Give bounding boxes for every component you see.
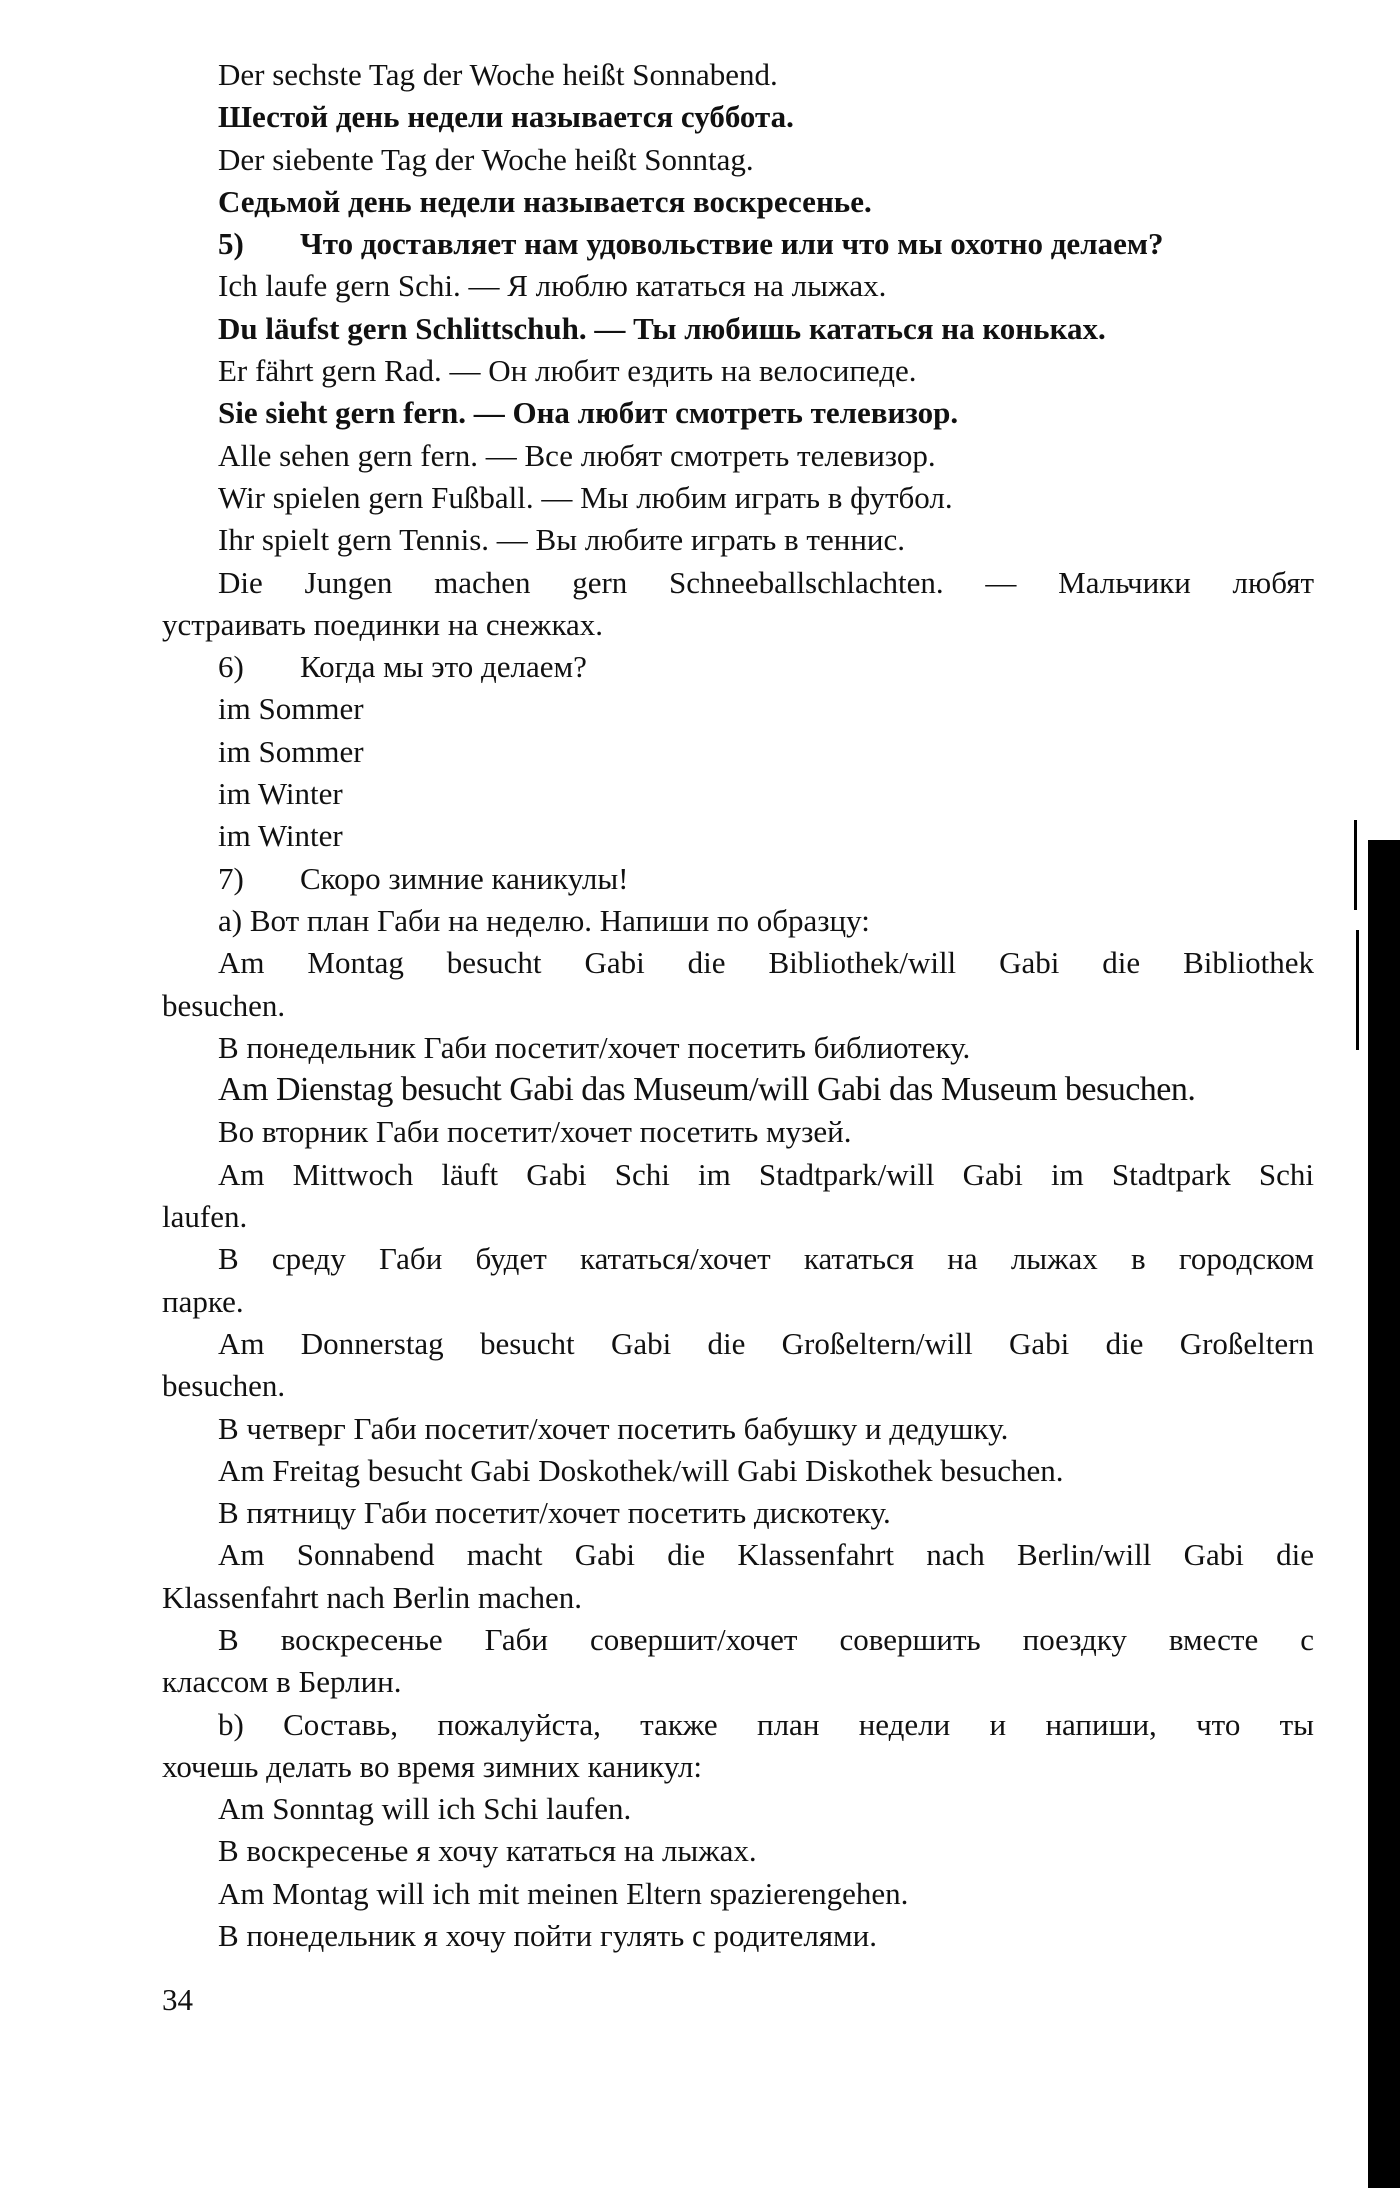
text-line: Alle sehen gern fern. — Все любят смотреть телевизор. (218, 437, 936, 473)
scan-edge-shadow (1368, 840, 1400, 2188)
page-text (162, 54, 1314, 1957)
text-line: im Sommer (218, 733, 364, 769)
text-line: Am Donnerstag besucht Gabi die Großeltern/will Gabi die Großeltern (218, 1325, 1314, 1361)
text-line: Du läufst gern Schlittschuh. — Ты любишь кататься на коньках. (218, 310, 1106, 346)
text-line: besuchen. (162, 987, 286, 1023)
text-line: В понедельник я хочу пойти гулять с родителями. (218, 1918, 878, 1954)
section-heading: 7) Скоро зимние каникулы! (162, 858, 1314, 900)
text-line: im Sommer (218, 691, 364, 727)
text-line: Wir spielen gern Fußball. — Мы любим играть в футбол. (218, 479, 953, 515)
text-line: устраивать поединки на снежках. (162, 606, 604, 642)
text-line: В понедельник Габи посетит/хочет посетить библиотеку. (218, 1029, 971, 1065)
text-line: Am Montag will ich mit meinen Eltern spazierengehen. (218, 1875, 909, 1911)
text-line: классом в Берлин. (162, 1664, 402, 1700)
section-number: 5) (218, 226, 244, 262)
text-line: b) Составь, пожалуйста, также план недели и напиши, что ты (218, 1706, 1314, 1742)
text-line: Am Sonntag will ich Schi laufen. (218, 1791, 632, 1827)
text-line: Ihr spielt gern Tennis. — Вы любите играть в теннис. (218, 522, 906, 558)
text-line: Во вторник Габи посетит/хочет посетить музей. (218, 1114, 852, 1150)
section-heading: 6) Когда мы это делаем? (162, 646, 1314, 688)
text-line: Ich laufe gern Schi. — Я люблю кататься на лыжах. (218, 268, 887, 304)
text-line: Am Dienstag besucht Gabi das Museum/will Gabi das Museum besuchen. (218, 1071, 1196, 1109)
text-line: В четверг Габи посетит/хочет посетить бабушку и дедушку. (218, 1410, 1009, 1446)
text-line: Шестой день недели называется суббота. (218, 99, 794, 135)
text-line: хочешь делать во время зимних каникул: (162, 1748, 702, 1784)
text-line: im Winter (218, 776, 343, 812)
text-line: Sie sieht gern fern. — Она любит смотреть телевизор. (218, 395, 959, 431)
text-line: Am Montag besucht Gabi die Bibliothek/will Gabi die Bibliothek (218, 945, 1314, 981)
text-line: Der sechste Tag der Woche heißt Sonnabend. (218, 57, 778, 92)
text-line: Am Mittwoch läuft Gabi Schi im Stadtpark/will Gabi im Stadtpark Schi (218, 1156, 1314, 1192)
text-line: Седьмой день недели называется воскресенье. (218, 183, 872, 219)
text-line: Er fährt gern Rad. — Он любит ездить на велосипеде. (218, 353, 917, 389)
text-line: В воскресенье я хочу кататься на лыжах. (218, 1833, 757, 1869)
scan-edge-mark (1356, 930, 1359, 1050)
text-line: Die Jungen machen gern Schneeballschlachten. — Мальчики любят (218, 564, 1314, 600)
text-line: Am Freitag besucht Gabi Doskothek/will Gabi Diskothek besuchen. (218, 1452, 1064, 1488)
text-line: Der siebente Tag der Woche heißt Sonntag. (218, 141, 754, 177)
text-line: im Winter (218, 818, 343, 854)
text-line: besuchen. (162, 1368, 286, 1404)
text-line: Am Sonnabend macht Gabi die Klassenfahrt nach Berlin/will Gabi die (218, 1537, 1314, 1573)
text-line: В среду Габи будет кататься/хочет кататься на лыжах в городском (218, 1241, 1314, 1277)
page-number: 34 (162, 1982, 193, 2017)
text-line: Klassenfahrt nach Berlin machen. (162, 1579, 583, 1615)
text-line: В воскресенье Габи совершит/хочет совершить поездку вместе с (218, 1621, 1314, 1657)
text-line: laufen. (162, 1199, 248, 1235)
text-line: парке. (162, 1283, 244, 1319)
section-number: 7) (218, 860, 244, 896)
text-line: а) Вот план Габи на неделю. Напиши по образцу: (218, 902, 870, 938)
text-line: В пятницу Габи посетит/хочет посетить дискотеку. (218, 1495, 891, 1531)
scan-edge-mark (1354, 820, 1357, 910)
section-heading: 5) Что доставляет нам удовольствие или что мы охотно делаем? (162, 223, 1314, 265)
section-number: 6) (218, 649, 244, 685)
